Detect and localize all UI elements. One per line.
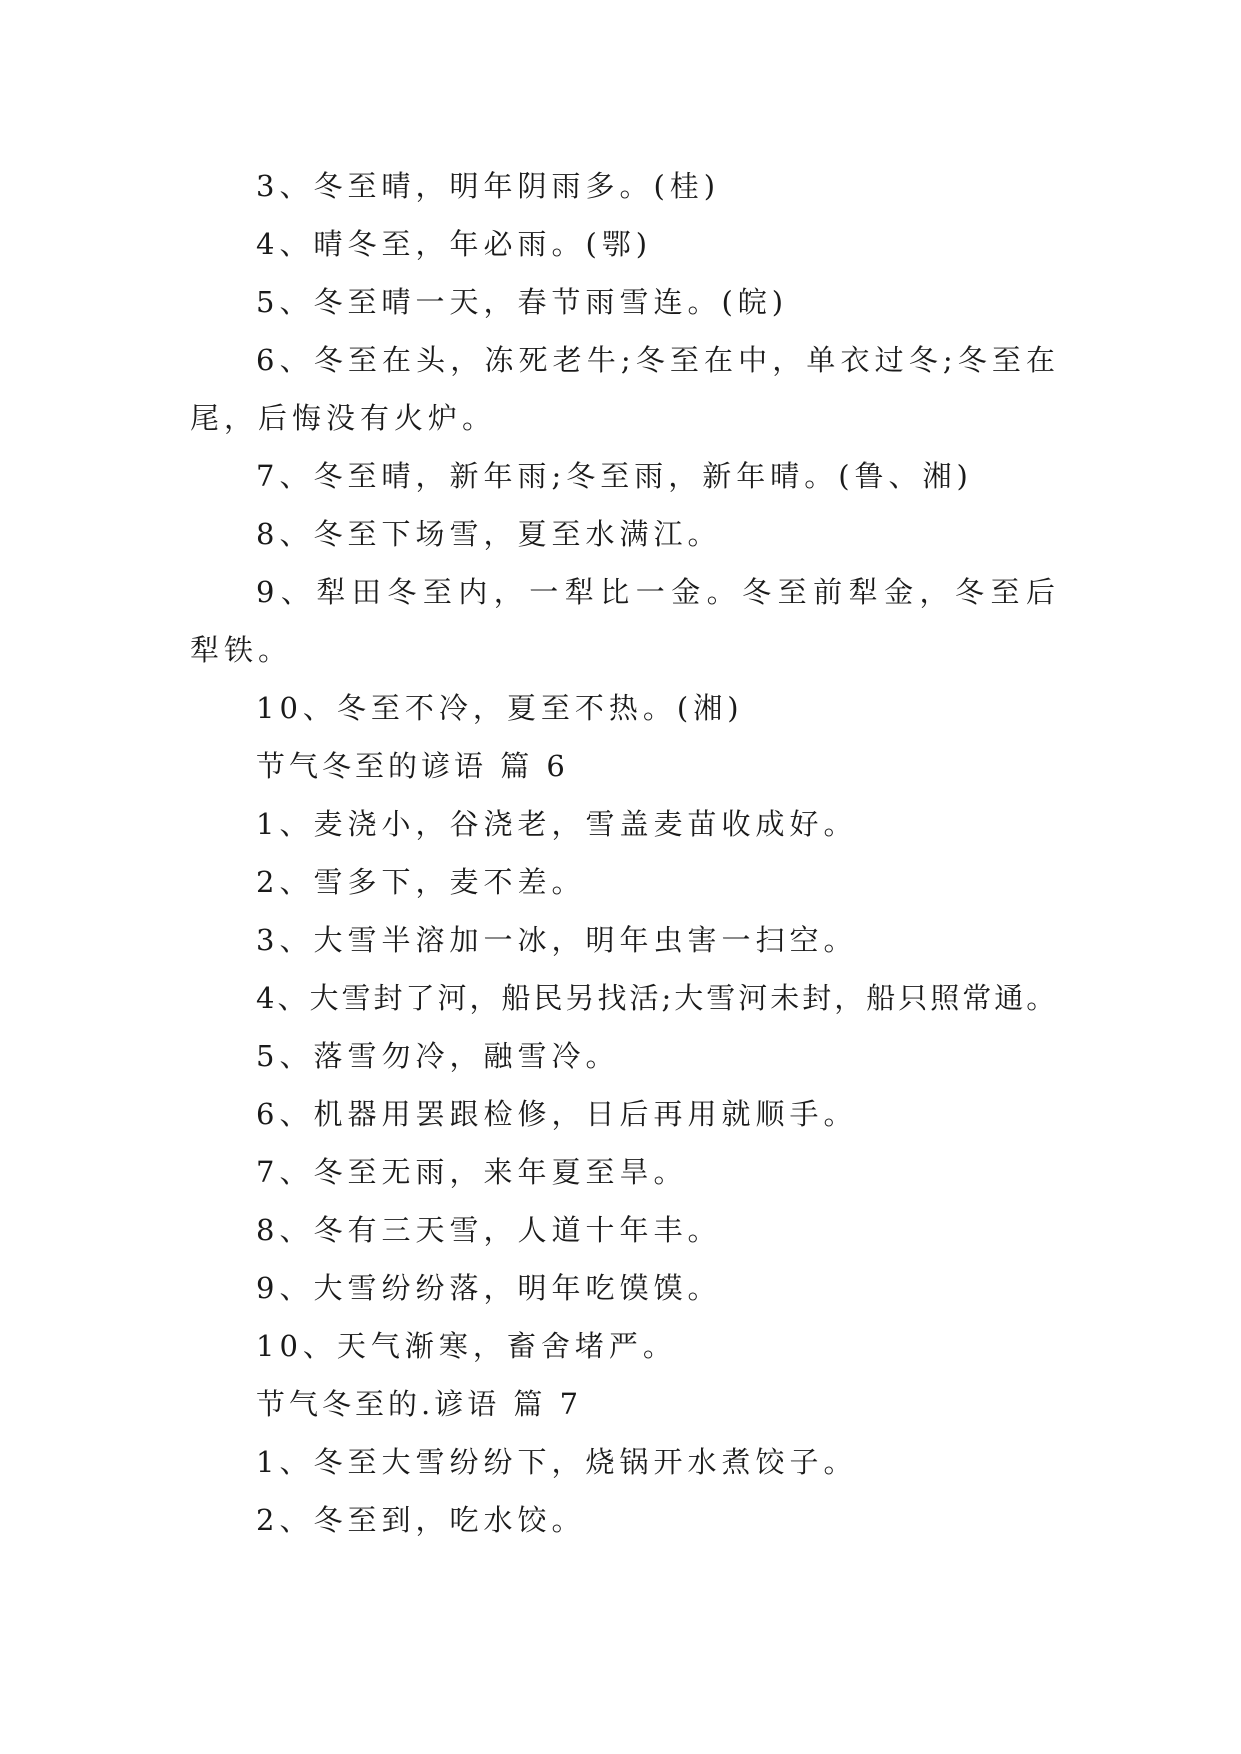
proverb-item: 3、大雪半溶加一冰，明年虫害一扫空。 — [256, 923, 858, 957]
proverb-item: 1、冬至大雪纷纷下，烧锅开水煮饺子。 — [256, 1445, 858, 1479]
section-heading: 节气冬至的.谚语 篇 7 — [256, 1387, 583, 1421]
proverb-item: 2、冬至到，吃水饺。 — [256, 1503, 586, 1537]
proverb-item: 10、天气渐寒，畜舍堵严。 — [256, 1329, 677, 1363]
proverb-item: 10、冬至不冷，夏至不热。(湘) — [256, 691, 744, 725]
proverb-item: 9、大雪纷纷落，明年吃馍馍。 — [256, 1271, 722, 1305]
proverb-item: 5、落雪勿冷，融雪冷。 — [256, 1039, 620, 1073]
proverb-item: 6、冬至在头，冻死老牛;冬至在中，单衣过冬;冬至在尾，后悔没有火炉。 — [190, 343, 1060, 435]
proverb-item: 7、冬至晴，新年雨;冬至雨，新年晴。(鲁、湘) — [256, 459, 973, 493]
proverb-item: 3、冬至晴，明年阴雨多。(桂) — [256, 169, 721, 203]
proverb-item: 2、雪多下，麦不差。 — [256, 865, 586, 899]
proverb-item: 6、机器用罢跟检修，日后再用就顺手。 — [256, 1097, 858, 1131]
proverb-item: 5、冬至晴一天，春节雨雪连。(皖) — [256, 285, 789, 319]
section-heading: 节气冬至的谚语 篇 6 — [256, 749, 569, 783]
proverb-item: 1、麦浇小，谷浇老，雪盖麦苗收成好。 — [256, 807, 858, 841]
proverb-item: 8、冬至下场雪，夏至水满江。 — [256, 517, 722, 551]
document-body — [190, 157, 1060, 1549]
proverb-item: 7、冬至无雨，来年夏至旱。 — [256, 1155, 688, 1189]
proverb-item: 4、大雪封了河，船民另找活;大雪河未封，船只照常通。 — [256, 981, 1059, 1015]
proverb-item: 4、晴冬至，年必雨。(鄂) — [256, 227, 653, 261]
proverb-item: 8、冬有三天雪，人道十年丰。 — [256, 1213, 722, 1247]
proverb-item: 9、犁田冬至内，一犁比一金。冬至前犁金，冬至后犁铁。 — [190, 575, 1060, 667]
